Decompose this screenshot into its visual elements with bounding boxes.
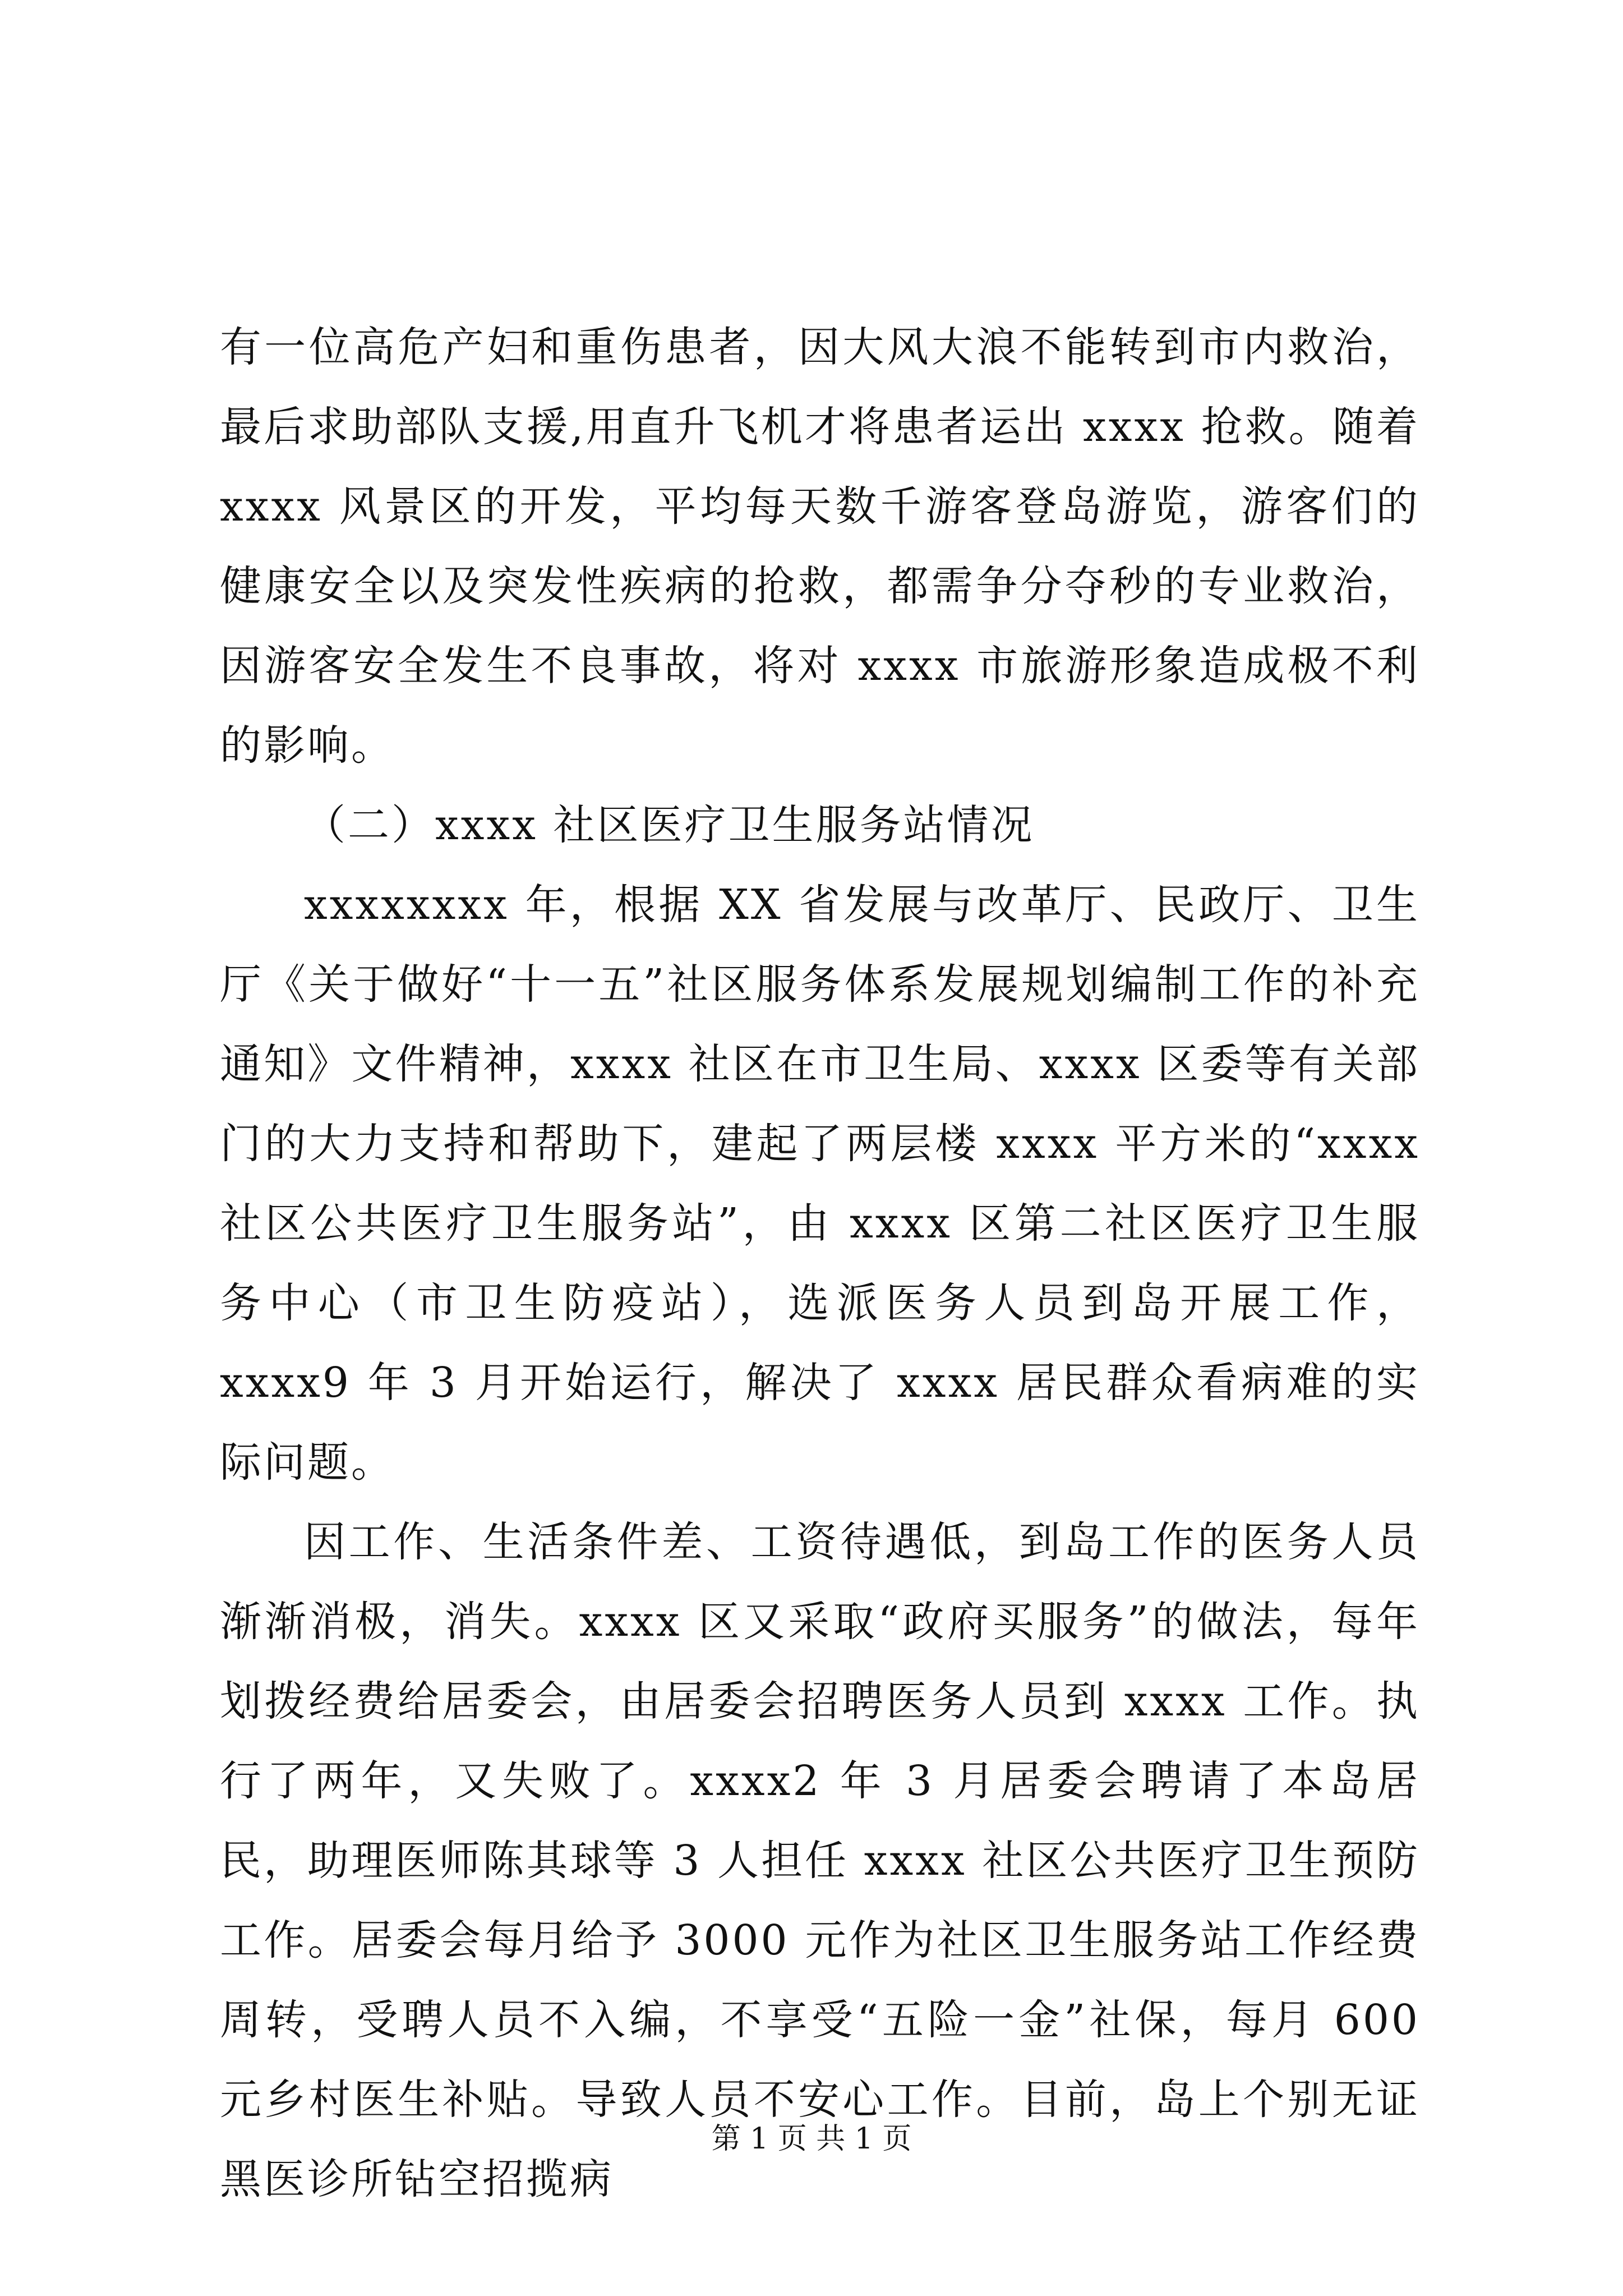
paragraph-body: 因工作、生活条件差、工资待遇低，到岛工作的医务人员渐渐消极，消失。xxxx 区又采取“政府买服务”的做法，每年划拨经费给居委会，由居委会招聘医务人员到 xxxx 工作。执行了两年，又失败了。xxxx2 年 3 月居委会聘请了本岛居民，助理医师陈其球等 3 人担任 xxxx 社区公共医疗卫生预防工作。居委会每月给予 3000 元作为社区卫生服务站工作经费周转，受聘人员不入编，不享受“五险一金”社保，每月 600 元乡村医生补贴。导致人员不安心工作。目前，岛上个别无证黑医诊所钻空招揽病 <box>220 1518 1420 2203</box>
paragraph-continuation: 有一位高危产妇和重伤患者，因大风大浪不能转到市内救治，最后求助部队支援,用直升飞机才将患者运出 xxxx 抢救。随着 xxxx 风景区的开发，平均每天数千游客登岛游览，游客们的健康安全以及突发性疾病的抢救，都需争分夺秒的专业救治，因游客安全发生不良事故，将对 xxxx 市旅游形象造成极不利的影响。 <box>220 323 1420 770</box>
document-body <box>220 307 1420 2219</box>
page-number-footer: 第 1 页 共 1 页 <box>711 2122 912 2156</box>
section-heading: （二）xxxx 社区医疗卫生服务站情况 <box>304 801 1035 849</box>
paragraph-body: xxxxxxxx 年，根据 XX 省发展与改革厅、民政厅、卫生厅《关于做好“十一五”社区服务体系发展规划编制工作的补充通知》文件精神，xxxx 社区在市卫生局、xxxx 区委等有关部门的大力支持和帮助下，建起了两层楼 xxxx 平方米的“xxxx 社区公共医疗卫生服务站”，由 xxxx 区第二社区医疗卫生服务中心（市卫生防疫站），选派医务人员到岛开展工作，xxxx9 年 3 月开始运行，解决了 xxxx 居民群众看病难的实际问题。 <box>220 881 1420 1487</box>
